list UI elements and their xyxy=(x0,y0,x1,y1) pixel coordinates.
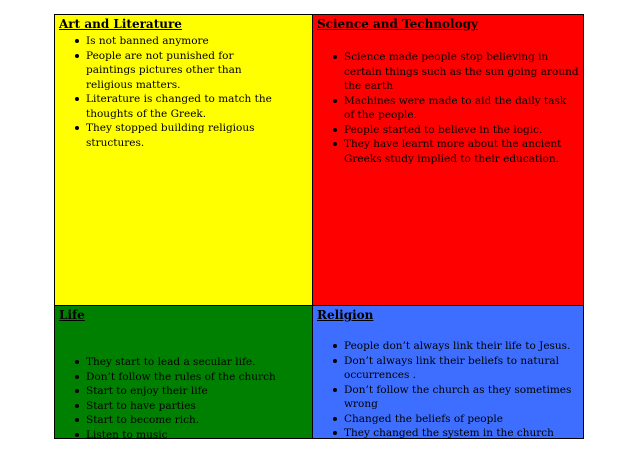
science-and-technology-heading: Science and Technology xyxy=(317,17,478,31)
bullet-icon xyxy=(75,389,79,393)
bullet-icon xyxy=(333,99,337,103)
list-item xyxy=(317,426,579,438)
list-item-text: Don’t follow the rules of the church xyxy=(86,370,276,383)
bullet-icon xyxy=(75,375,79,379)
bullet-icon xyxy=(75,97,79,101)
list-item xyxy=(59,413,299,428)
list-item xyxy=(317,123,579,138)
list-item xyxy=(59,92,285,121)
list-item xyxy=(317,383,579,412)
list-item xyxy=(59,121,285,150)
bullet-icon xyxy=(333,344,337,348)
art-and-literature-cell xyxy=(55,15,313,306)
bullet-icon xyxy=(75,404,79,408)
bullet-icon xyxy=(75,39,79,43)
list-item-text: Start to enjoy their life xyxy=(86,385,208,397)
list-item-text: Don’t always link their beliefs to natural occurrences . xyxy=(344,354,560,381)
list-item xyxy=(59,399,299,414)
bullet-icon xyxy=(333,431,337,435)
art-and-literature-list xyxy=(59,34,285,150)
list-item xyxy=(317,339,579,354)
list-item-text: Science made people stop believing in certain things such as the sun going around the earth xyxy=(344,51,579,92)
science-and-technology-list xyxy=(317,50,579,166)
bullet-icon xyxy=(75,54,79,58)
bullet-icon xyxy=(333,142,337,146)
life-list xyxy=(59,355,299,438)
list-item xyxy=(59,49,285,93)
science-and-technology-cell xyxy=(313,15,583,306)
bullet-icon xyxy=(75,418,79,422)
list-item-text: Start to have parties xyxy=(86,399,196,412)
bullet-icon xyxy=(75,126,79,130)
bullet-icon xyxy=(333,55,337,59)
list-item xyxy=(317,354,579,383)
list-item xyxy=(59,428,299,439)
quadrant-table xyxy=(54,14,584,439)
art-and-literature-heading: Art and Literature xyxy=(59,17,182,31)
life-cell xyxy=(55,306,313,438)
bullet-icon xyxy=(75,360,79,364)
bullet-icon xyxy=(75,433,79,437)
bullet-icon xyxy=(333,388,337,392)
bullet-icon xyxy=(333,128,337,132)
list-item-text: Don’t follow the church as they sometimes wrong xyxy=(344,383,572,410)
bullet-icon xyxy=(333,359,337,363)
list-item-text: Changed the beliefs of people xyxy=(344,412,503,425)
religion-cell xyxy=(313,306,583,438)
list-item-text: They stopped building religious structures. xyxy=(86,122,255,149)
list-item xyxy=(317,412,579,427)
list-item-text: Machines were made to aid the daily task of the people. xyxy=(344,94,567,121)
list-item xyxy=(59,370,299,385)
list-item-text: Is not banned anymore xyxy=(86,35,209,47)
list-item-text: People don’t always link their life to Jesus. xyxy=(344,340,571,352)
list-item-text: They changed the system in the church xyxy=(344,427,554,438)
list-item xyxy=(59,355,299,370)
list-item-text: Listen to music xyxy=(86,428,168,438)
list-item-text: People are not punished for paintings pictures other than religious matters. xyxy=(86,49,242,91)
religion-list xyxy=(317,339,579,438)
list-item xyxy=(59,34,285,49)
list-item-text: They have learnt more about the ancient Greeks study implied to their education. xyxy=(344,138,562,165)
list-item-text: Start to become rich. xyxy=(86,414,200,426)
list-item-text: Literature is changed to match the thoughts of the Greek. xyxy=(86,93,272,120)
list-item-text: People started to believe in the logic. xyxy=(344,123,543,136)
list-item xyxy=(317,50,579,94)
life-heading: Life xyxy=(59,308,85,322)
list-item xyxy=(317,137,579,166)
list-item-text: They start to lead a secular life. xyxy=(86,356,256,368)
bullet-icon xyxy=(333,417,337,421)
religion-heading: Religion xyxy=(317,308,374,322)
list-item xyxy=(317,94,579,123)
list-item xyxy=(59,384,299,399)
